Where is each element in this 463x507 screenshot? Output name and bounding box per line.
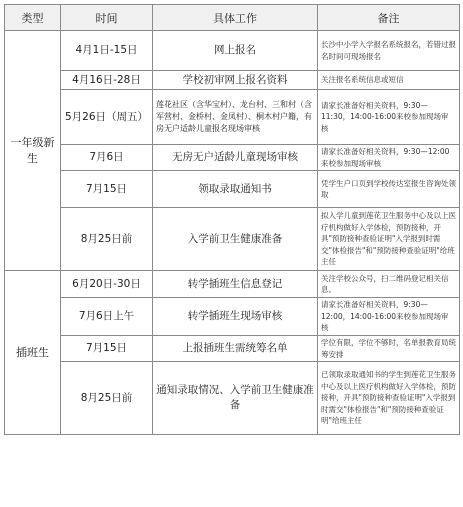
row-note: 已领取录取通知书的学生到莲花卫生服务中心及以上医疗机构做好入学体检，预防接种，开具"预防接种查验证明"入学报到时需交"体检报告"和"预防接种查验证明"给班主任 — [318, 362, 460, 435]
row-time: 4月16日-28日 — [61, 71, 153, 90]
row-note: 关注报名系统信息或短信 — [318, 71, 460, 90]
row-time: 8月25日前 — [61, 208, 153, 271]
row-task: 转学插班生现场审核 — [153, 298, 318, 336]
row-time: 4月1日-15日 — [61, 31, 153, 71]
schedule-table-wrapper — [4, 4, 459, 435]
header-row — [5, 5, 460, 31]
row-task: 转学插班生信息登记 — [153, 271, 318, 298]
group-transfer: 插班生 — [5, 271, 61, 435]
row-note: 请家长准备好相关资料，9:30—11:30，14:00-16:00来校参加现场审核 — [318, 90, 460, 145]
table-row — [5, 171, 460, 208]
row-time: 6月20日-30日 — [61, 271, 153, 298]
row-note: 关注学校公众号，扫二维码登记相关信息。 — [318, 271, 460, 298]
row-note: 长沙中小学入学报名系统报名，若错过报名时间可现场报名 — [318, 31, 460, 71]
row-task: 学校初审网上报名资料 — [153, 71, 318, 90]
row-task: 入学前卫生健康准备 — [153, 208, 318, 271]
row-note: 凭学生户口页到学校传达室报生咨询处领取 — [318, 171, 460, 208]
table-row — [5, 31, 460, 71]
row-time: 7月15日 — [61, 171, 153, 208]
table-row — [5, 362, 460, 435]
row-note: 请家长准备好相关资料，9:30—12:00，14:00-16:00来校参加现场审核 — [318, 298, 460, 336]
enrollment-schedule-table — [4, 4, 460, 435]
row-time: 7月6日 — [61, 145, 153, 171]
table-row — [5, 145, 460, 171]
header-type: 类型 — [5, 5, 61, 31]
row-task: 通知录取情况、入学前卫生健康准备 — [153, 362, 318, 435]
row-time: 7月15日 — [61, 336, 153, 362]
table-row — [5, 90, 460, 145]
row-task: 无房无户适龄儿童现场审核 — [153, 145, 318, 171]
row-time: 7月6日上午 — [61, 298, 153, 336]
row-task: 领取录取通知书 — [153, 171, 318, 208]
row-note: 拟入学儿童到莲花卫生服务中心及以上医疗机构做好入学体检，预防接种，开具"预防接种查验证明"入学报到时需交"体检报告"和"预防接种查验证明"给班主任 — [318, 208, 460, 271]
row-time: 5月26日（周五） — [61, 90, 153, 145]
table-row — [5, 271, 460, 298]
group-first-grade: 一年级新生 — [5, 31, 61, 271]
row-note: 请家长准备好相关资料，9:30—12:00来校参加现场审核 — [318, 145, 460, 171]
header-time: 时间 — [61, 5, 153, 31]
row-note: 学位有限，学位不够时，名单报教育局统筹安排 — [318, 336, 460, 362]
table-row — [5, 71, 460, 90]
row-time: 8月25日前 — [61, 362, 153, 435]
table-row — [5, 298, 460, 336]
table-row — [5, 208, 460, 271]
table-row — [5, 336, 460, 362]
header-note: 备注 — [318, 5, 460, 31]
header-task: 具体工作 — [153, 5, 318, 31]
row-task: 莲花社区（含华宝村）、龙台村、三和村（含军营村、金桥村、金凤村）、桐木村户籍，有房无户适龄儿童报名现场审核 — [153, 90, 318, 145]
row-task: 网上报名 — [153, 31, 318, 71]
row-task: 上报插班生需统筹名单 — [153, 336, 318, 362]
